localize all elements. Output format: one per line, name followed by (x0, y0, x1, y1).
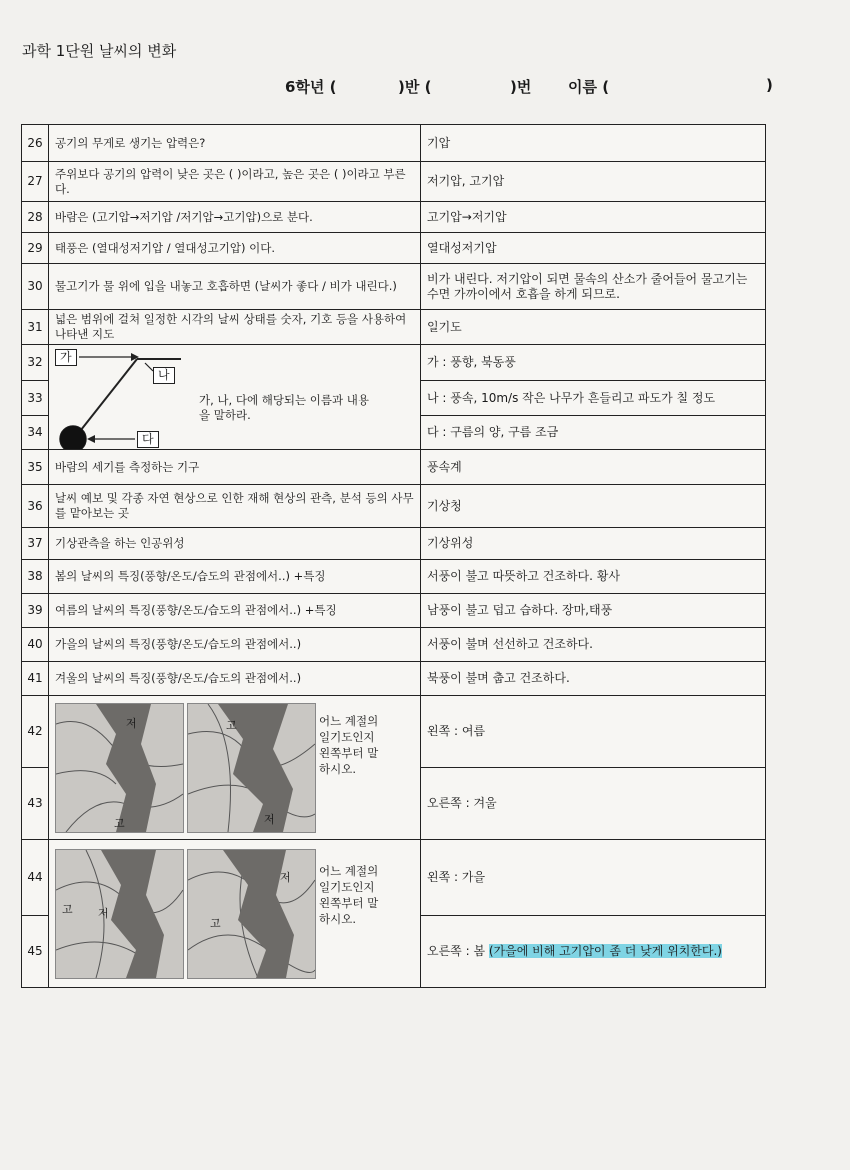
question: 기상관측을 하는 인공위성 (49, 528, 421, 560)
label-da: 다 (137, 431, 159, 448)
number-label: )번 (510, 78, 532, 96)
question: 물고기가 물 위에 입을 내놓고 호흡하면 (날씨가 좋다 / 비가 내린다.) (49, 264, 421, 310)
answer (421, 916, 766, 988)
row-number: 42 (22, 696, 49, 768)
question: 날씨 예보 및 각종 자연 현상으로 인한 재해 현상의 관측, 분석 등의 사무를 맡아보는 곳 (49, 485, 421, 528)
answer: 고기압→저기압 (421, 202, 766, 233)
answer: 기상청 (421, 485, 766, 528)
row-number: 44 (22, 840, 49, 916)
row-number: 39 (22, 594, 49, 628)
map-question-text: 어느 계절의 일기도인지 왼쪽부터 말하시오. (319, 863, 379, 926)
table-row (22, 310, 766, 345)
table-row (22, 560, 766, 594)
student-info-line (0, 76, 850, 100)
answer: 기상위성 (421, 528, 766, 560)
row-number: 43 (22, 768, 49, 840)
weather-map-question-2 (22, 840, 766, 988)
row-number: 34 (22, 415, 49, 449)
map-pressure-label: 저 (264, 812, 275, 826)
answer: 나 : 풍속, 10m/s 작은 나무가 흔들리고 파도가 칠 정도 (421, 381, 766, 415)
label-ga: 가 (55, 349, 77, 366)
question: 넓은 범위에 걸쳐 일정한 시각의 날씨 상태를 숫자, 기호 등을 사용하여 나타낸 지도 (49, 310, 421, 345)
grade-label: 6학년 ( (285, 78, 337, 96)
table-row (22, 162, 766, 202)
answer: 서풍이 불며 선선하고 건조하다. (421, 628, 766, 662)
row-number: 36 (22, 485, 49, 528)
table-row (22, 528, 766, 560)
table-row (22, 233, 766, 264)
answer: 비가 내린다. 저기압이 되면 물속의 산소가 줄어들어 물고기는 수면 가까이에서 호흡을 하게 되므로. (421, 264, 766, 310)
map-pressure-label: 고 (62, 902, 73, 916)
row-number: 37 (22, 528, 49, 560)
question: 겨울의 날씨의 특징(풍향/온도/습도의 관점에서..) (49, 662, 421, 696)
map-pressure-label: 저 (280, 870, 291, 884)
map-pressure-label: 고 (210, 916, 221, 930)
row-number: 29 (22, 233, 49, 264)
table-row (22, 125, 766, 162)
row-number: 28 (22, 202, 49, 233)
row-number: 31 (22, 310, 49, 345)
weather-map-left (55, 849, 184, 979)
table-row (22, 485, 766, 528)
row-number: 45 (22, 916, 49, 988)
table-row (22, 594, 766, 628)
question: 바람의 세기를 측정하는 기구 (49, 450, 421, 485)
map-question-text: 어느 계절의 일기도인지 왼쪽부터 말하시오. (319, 713, 379, 776)
answer: 기압 (421, 125, 766, 162)
table-row (22, 202, 766, 233)
map-pressure-label: 고 (114, 816, 125, 830)
label-na: 나 (153, 367, 175, 384)
answer: 남풍이 불고 덥고 습하다. 장마,태풍 (421, 594, 766, 628)
subject-title: 과학 1단원 날씨의 변화 (22, 42, 177, 60)
table-row (22, 450, 766, 485)
weather-map-left (55, 703, 184, 833)
question-table (21, 124, 766, 988)
answer: 왼쪽 : 가을 (421, 840, 766, 916)
row-number: 38 (22, 560, 49, 594)
question: 여름의 날씨의 특징(풍향/온도/습도의 관점에서..) +특징 (49, 594, 421, 628)
symbol-question-text: 가, 나, 다에 해당되는 이름과 내용을 말하라. (199, 393, 370, 422)
answer: 일기도 (421, 310, 766, 345)
question: 봄의 날씨의 특징(풍향/온도/습도의 관점에서..) +특징 (49, 560, 421, 594)
answer: 풍속계 (421, 450, 766, 485)
answer: 다 : 구름의 양, 구름 조금 (421, 415, 766, 449)
map-pressure-label: 저 (126, 716, 137, 730)
answer: 북풍이 불며 춥고 건조하다. (421, 662, 766, 696)
answer: 저기압, 고기압 (421, 162, 766, 202)
highlighted-note: (가을에 비해 고기압이 좀 더 낮게 위치한다.) (488, 944, 722, 958)
row-number: 30 (22, 264, 49, 310)
question: 공기의 무게로 생기는 압력은? (49, 125, 421, 162)
weather-map-question-1 (22, 696, 766, 840)
name-label: 이름 ( (568, 78, 610, 96)
weather-map-right (187, 703, 316, 833)
weather-symbol-cell (49, 345, 421, 450)
answer: 서풍이 불고 따뜻하고 건조하다. 황사 (421, 560, 766, 594)
answer: 가 : 풍향, 북동풍 (421, 345, 766, 381)
row-number: 35 (22, 450, 49, 485)
row-number: 40 (22, 628, 49, 662)
question: 바람은 (고기압→저기압 /저기압→고기압)으로 분다. (49, 202, 421, 233)
row-number: 33 (22, 381, 49, 415)
answer: 왼쪽 : 여름 (421, 696, 766, 768)
row-number: 32 (22, 345, 49, 381)
map-pressure-label: 고 (226, 718, 237, 732)
answer-text: 오른쪽 : 봄 (427, 944, 489, 958)
name-close: ) (766, 76, 773, 94)
answer: 오른쪽 : 겨울 (421, 768, 766, 840)
weather-map-right (187, 849, 316, 979)
weather-map-cell-2 (49, 840, 421, 988)
question: 주위보다 공기의 압력이 낮은 곳은 ( )이라고, 높은 곳은 ( )이라고 부른다. (49, 162, 421, 202)
row-number: 26 (22, 125, 49, 162)
question: 가을의 날씨의 특징(풍향/온도/습도의 관점에서..) (49, 628, 421, 662)
question: 태풍은 (열대성저기압 / 열대성고기압) 이다. (49, 233, 421, 264)
answer: 열대성저기압 (421, 233, 766, 264)
table-row (22, 264, 766, 310)
row-number: 41 (22, 662, 49, 696)
wind-symbol-question (22, 345, 766, 450)
class-label: )반 ( (398, 78, 432, 96)
row-number: 27 (22, 162, 49, 202)
weather-map-cell-1 (49, 696, 421, 840)
table-row (22, 628, 766, 662)
map-pressure-label: 저 (98, 906, 109, 920)
table-row (22, 662, 766, 696)
